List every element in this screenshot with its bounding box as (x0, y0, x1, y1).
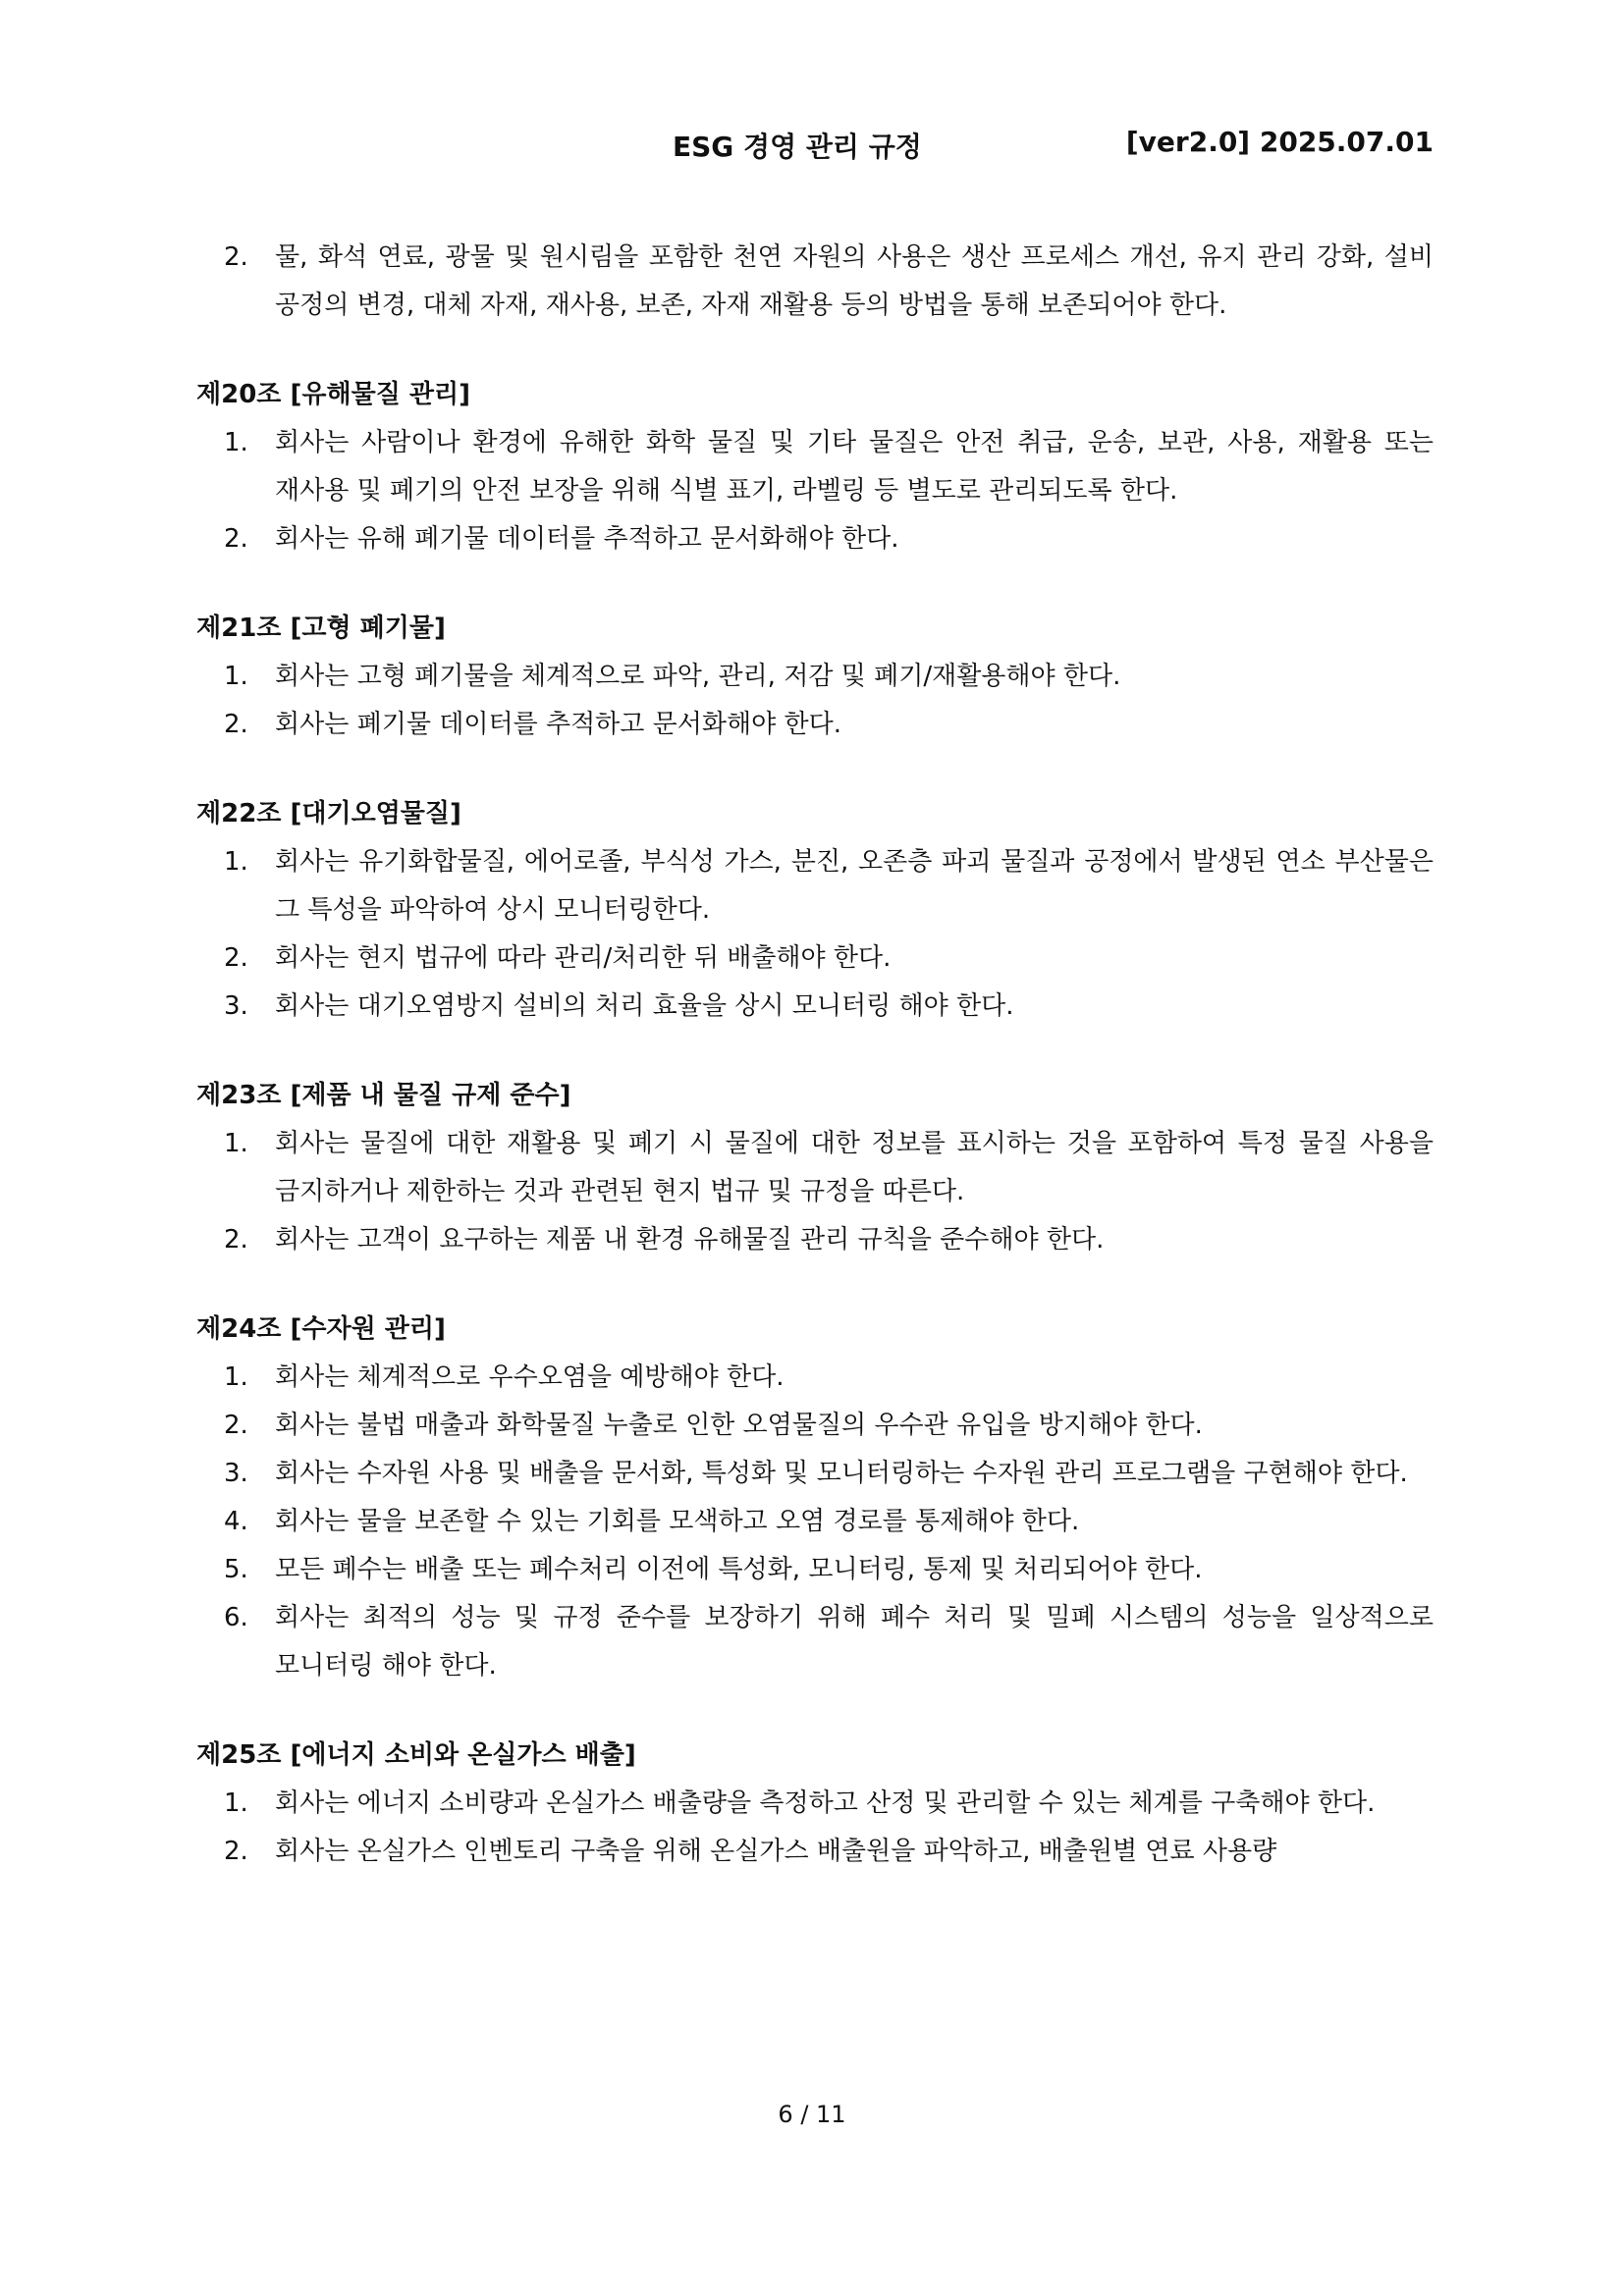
item-number: 2. (224, 1225, 248, 1255)
article-22 (196, 790, 1434, 1031)
list-item (196, 653, 1434, 701)
article-23 (196, 1072, 1434, 1264)
item-text: 회사는 물질에 대한 재활용 및 폐기 시 물질에 대한 정보를 표시하는 것을 포함하여 특정 물질 사용을 금지하거나 제한하는 것과 관련된 현지 법규 및 규정을 따른다. (275, 1129, 1434, 1206)
list-item (196, 701, 1434, 749)
document-title: ESG 경영 관리 규정 (673, 131, 922, 163)
article-items (196, 419, 1434, 563)
list-item (196, 983, 1434, 1031)
item-number: 2. (224, 1837, 248, 1866)
item-number: 5. (224, 1555, 248, 1584)
article-25 (196, 1732, 1434, 1876)
article-items (196, 838, 1434, 1031)
list-item (196, 1354, 1434, 1402)
list-item (196, 838, 1434, 934)
item-text: 회사는 체계적으로 우수오염을 예방해야 한다. (275, 1362, 785, 1392)
item-number: 1. (224, 1789, 248, 1818)
list-item (196, 1780, 1434, 1828)
item-text: 회사는 물을 보존할 수 있는 기회를 모색하고 오염 경로를 통제해야 한다. (275, 1507, 1080, 1536)
list-item (196, 234, 1434, 330)
item-number: 6. (224, 1603, 248, 1632)
list-item (196, 1498, 1434, 1546)
item-number: 1. (224, 1129, 248, 1158)
list-item (196, 1216, 1434, 1264)
article-heading: 제24조 [수자원 관리] (196, 1314, 446, 1344)
article-20 (196, 371, 1434, 563)
page-header (0, 126, 1624, 165)
item-text: 회사는 대기오염방지 설비의 처리 효율을 상시 모니터링 해야 한다. (275, 991, 1014, 1021)
article-items (196, 1780, 1434, 1876)
item-number: 1. (224, 847, 248, 877)
document-version: [ver2.0] 2025.07.01 (1125, 126, 1434, 158)
list-item (196, 515, 1434, 563)
item-number: 4. (224, 1507, 248, 1536)
article-items (196, 1354, 1434, 1690)
item-number: 2. (224, 242, 248, 272)
item-text: 회사는 고객이 요구하는 제품 내 환경 유해물질 관리 규칙을 준수해야 한다. (275, 1225, 1105, 1255)
item-text: 회사는 유해 폐기물 데이터를 추적하고 문서화해야 한다. (275, 524, 899, 554)
article-items (196, 1120, 1434, 1264)
item-text: 회사는 수자원 사용 및 배출을 문서화, 특성화 및 모니터링하는 수자원 관리 프로그램을 구현해야 한다. (275, 1459, 1408, 1488)
item-text: 회사는 현지 법규에 따라 관리/처리한 뒤 배출해야 한다. (275, 943, 892, 973)
item-number: 2. (224, 1411, 248, 1440)
item-text: 회사는 유기화합물질, 에어로졸, 부식성 가스, 분진, 오존층 파괴 물질과 공정에서 발생된 연소 부산물은 그 특성을 파악하여 상시 모니터링한다. (275, 847, 1434, 925)
item-text: 회사는 고형 폐기물을 체계적으로 파악, 관리, 저감 및 폐기/재활용해야 한다. (275, 662, 1121, 691)
list-item (196, 419, 1434, 515)
item-number: 2. (224, 710, 248, 739)
article-24 (196, 1306, 1434, 1690)
item-number: 3. (224, 1459, 248, 1488)
article-heading: 제22조 [대기오염물질] (196, 799, 461, 828)
list-item (196, 1450, 1434, 1498)
item-number: 3. (224, 991, 248, 1021)
item-text: 물, 화석 연료, 광물 및 원시림을 포함한 천연 자원의 사용은 생산 프로세스 개선, 유지 관리 강화, 설비 공정의 변경, 대체 자재, 재사용, 보존, 자재 재활용 등의 방법을 통해 보존되어야 한다. (275, 242, 1434, 320)
list-item (196, 934, 1434, 983)
list-item (196, 1594, 1434, 1690)
article-heading: 제20조 [유해물질 관리] (196, 380, 470, 409)
item-number: 2. (224, 524, 248, 554)
item-text: 회사는 온실가스 인벤토리 구축을 위해 온실가스 배출원을 파악하고, 배출원별 연료 사용량 (275, 1837, 1277, 1866)
item-number: 1. (224, 1362, 248, 1392)
page-number: 6 / 11 (778, 2101, 846, 2128)
item-text: 회사는 불법 매출과 화학물질 누출로 인한 오염물질의 우수관 유입을 방지해야 한다. (275, 1411, 1203, 1440)
item-text: 회사는 사람이나 환경에 유해한 화학 물질 및 기타 물질은 안전 취급, 운송, 보관, 사용, 재활용 또는 재사용 및 폐기의 안전 보장을 위해 식별 표기, 라벨링 등 별도로 관리되도록 한다. (275, 428, 1434, 506)
article-items (196, 653, 1434, 749)
article-heading: 제25조 [에너지 소비와 온실가스 배출] (196, 1740, 636, 1770)
article-heading: 제23조 [제품 내 물질 규제 준수] (196, 1081, 571, 1110)
list-item (196, 1828, 1434, 1876)
list-item (196, 1402, 1434, 1450)
article-21 (196, 605, 1434, 749)
list-item (196, 1120, 1434, 1216)
list-item (196, 1546, 1434, 1594)
document-body (196, 234, 1434, 1876)
item-text: 회사는 최적의 성능 및 규정 준수를 보장하기 위해 폐수 처리 및 밀폐 시스템의 성능을 일상적으로 모니터링 해야 한다. (275, 1603, 1434, 1681)
item-number: 1. (224, 428, 248, 457)
item-text: 회사는 에너지 소비량과 온실가스 배출량을 측정하고 산정 및 관리할 수 있는 체계를 구축해야 한다. (275, 1789, 1376, 1818)
page-footer (0, 2101, 1624, 2128)
item-number: 2. (224, 943, 248, 973)
item-number: 1. (224, 662, 248, 691)
item-text: 회사는 폐기물 데이터를 추적하고 문서화해야 한다. (275, 710, 842, 739)
item-text: 모든 폐수는 배출 또는 폐수처리 이전에 특성화, 모니터링, 통제 및 처리되어야 한다. (275, 1555, 1203, 1584)
article-heading: 제21조 [고형 폐기물] (196, 614, 446, 643)
continuation-list (196, 234, 1434, 330)
